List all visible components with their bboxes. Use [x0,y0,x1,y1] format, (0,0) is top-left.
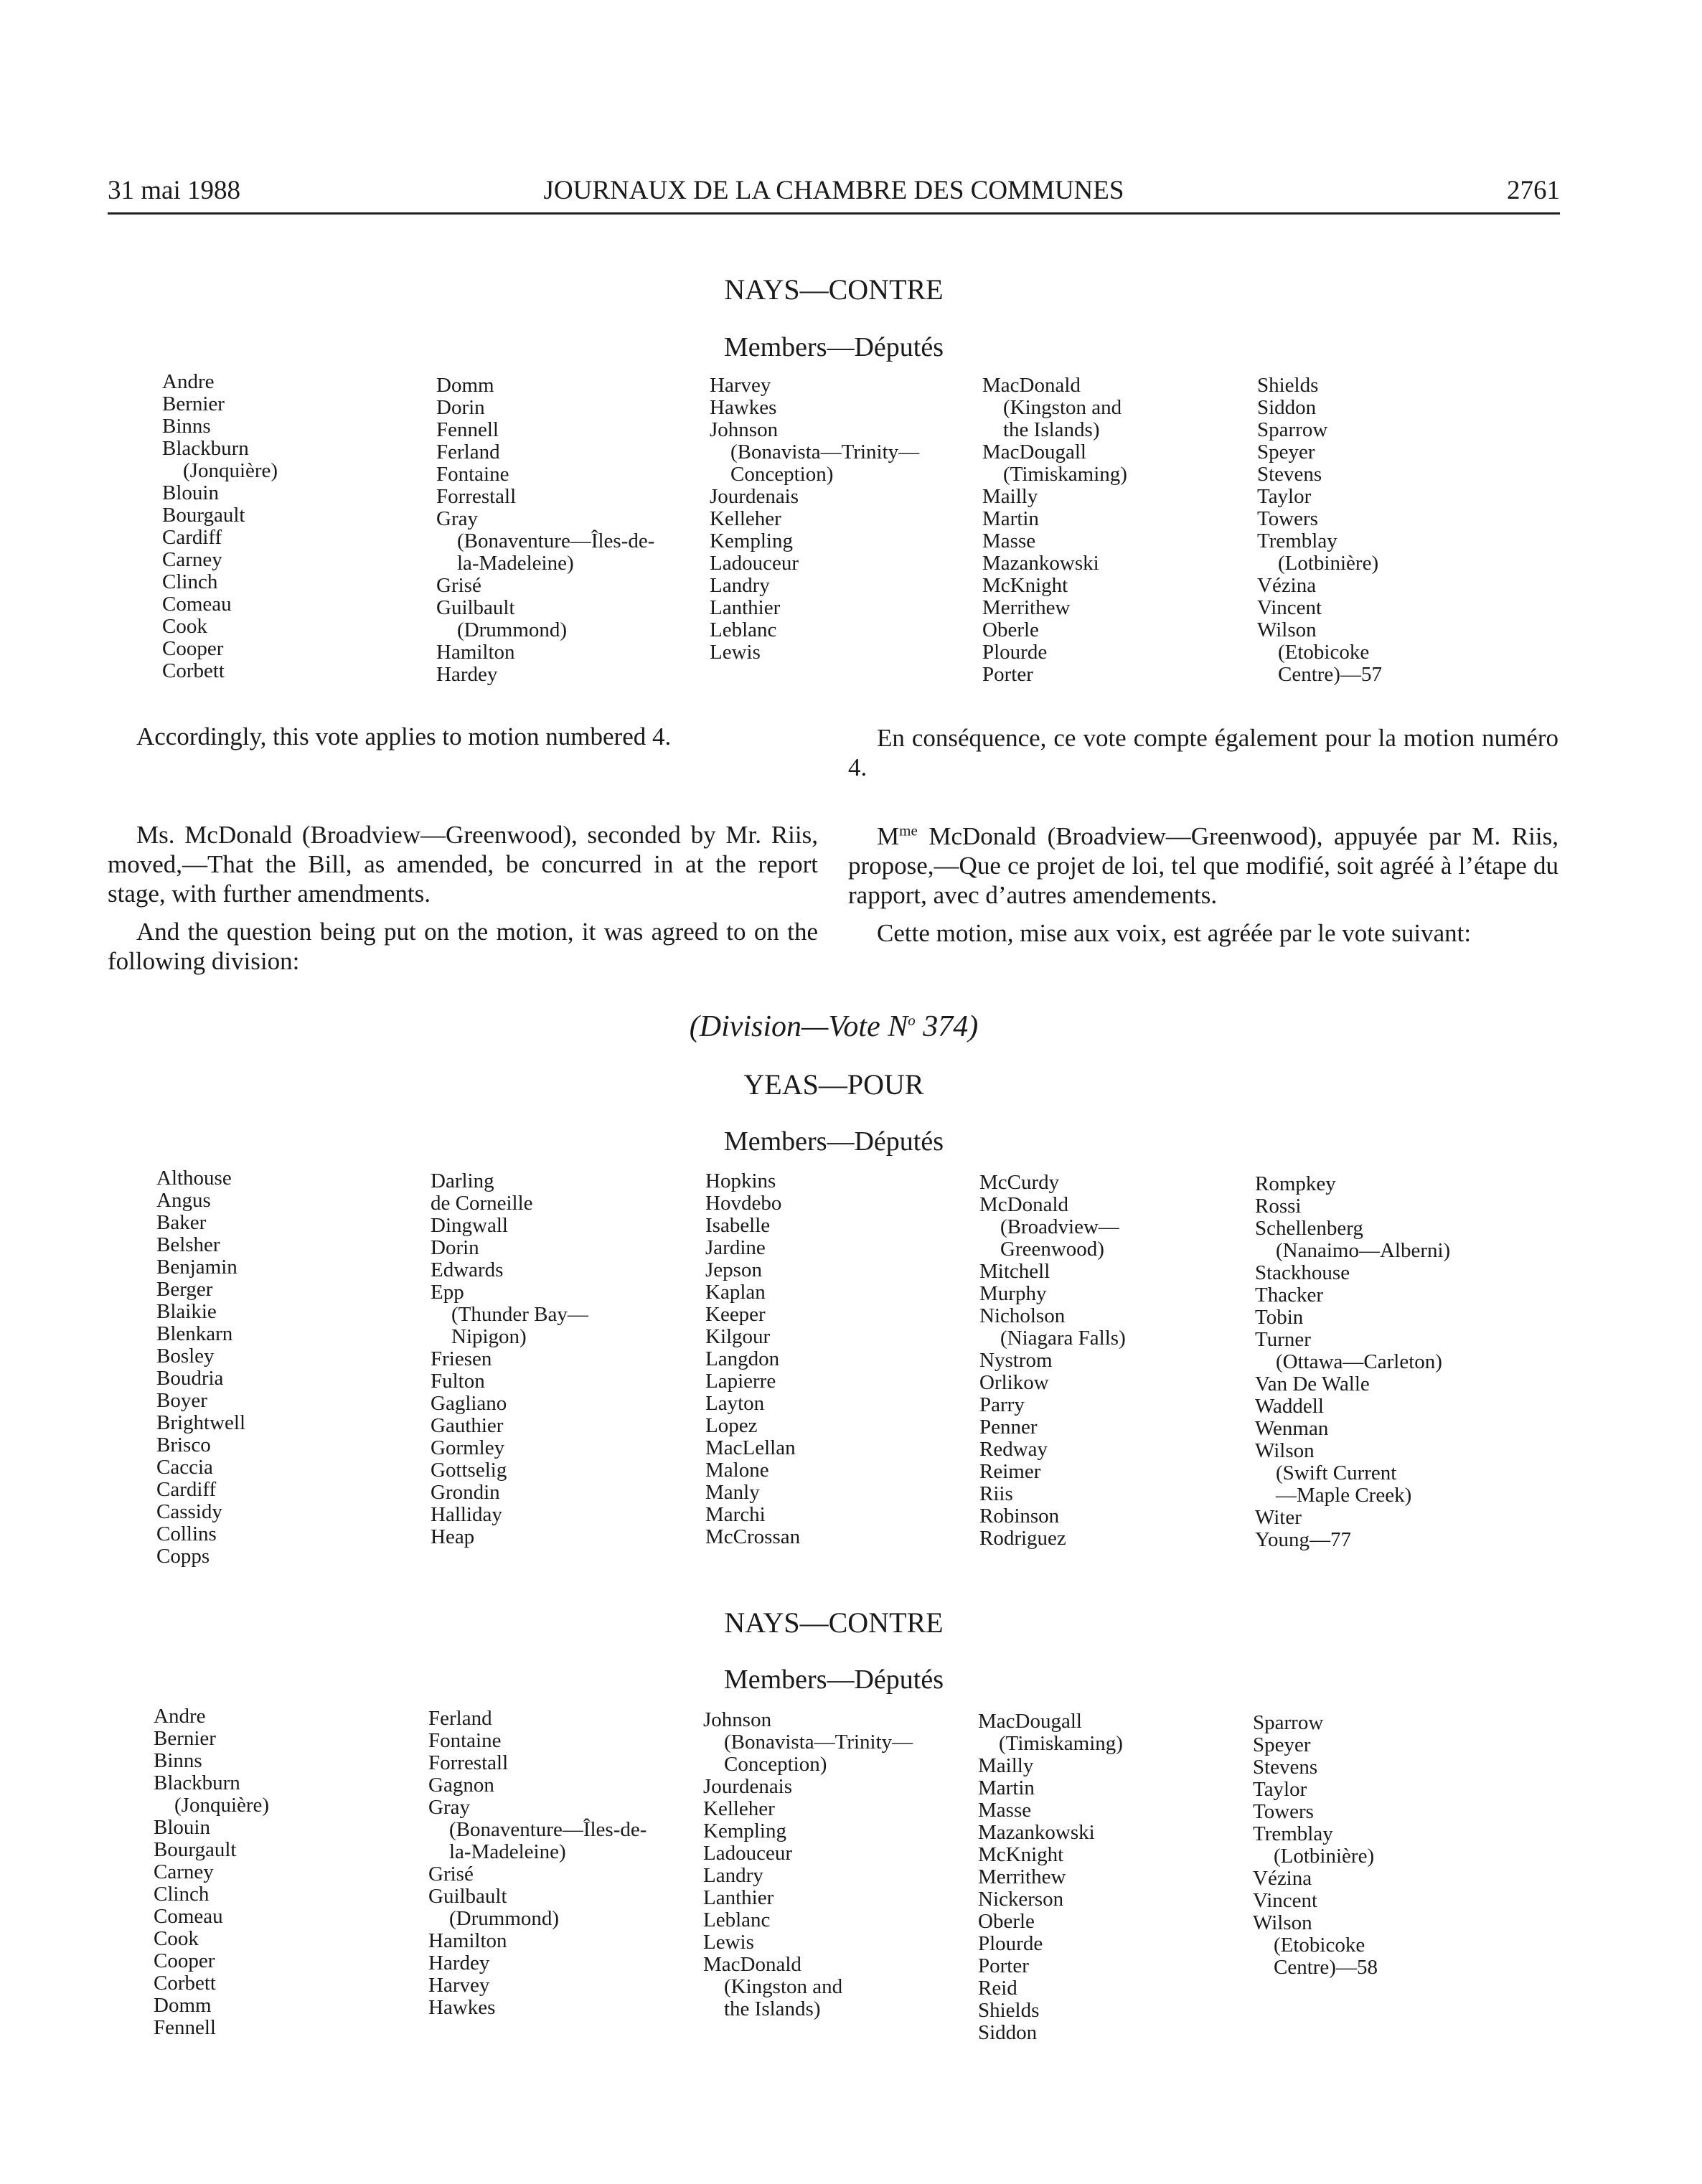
member-name: Benjamin [156,1256,238,1279]
member-name: Lapierre [705,1370,776,1393]
member-name: Mitchell [979,1260,1050,1283]
member-name: (Lotbinière) [1257,552,1379,575]
member-name: Speyer [1257,441,1315,463]
member-name: Domm [436,374,494,397]
member-name: Cook [162,615,207,638]
member-name: Hawkes [710,396,777,419]
division-sup: o [908,1012,916,1029]
motion-en [108,820,818,976]
member-name: Young—77 [1255,1528,1352,1551]
yeas-subheading: Members—Députés [723,1126,944,1157]
member-name: Ferland [436,441,500,463]
member-name: Nicholson [979,1304,1066,1327]
yeas-column-1 [156,1167,245,1568]
member-name: Darling [431,1169,494,1192]
member-name: Mazankowski [978,1821,1095,1844]
member-name: Nipigon) [431,1325,527,1348]
member-name: Orlikow [979,1371,1049,1394]
member-name: Landry [710,574,770,597]
member-name: Edwards [431,1258,504,1281]
member-name: Turner [1255,1328,1311,1351]
member-name: Corbett [162,659,225,682]
member-name: Gauthier [431,1414,504,1437]
member-name: Blackburn [162,437,249,460]
member-name: Leblanc [710,618,777,641]
member-name: de Corneille [431,1192,533,1215]
nays2-column-1 [154,1705,269,2039]
member-name: Martin [978,1776,1035,1799]
member-name: Harvey [428,1974,490,1997]
member-name: Bernier [162,392,225,415]
member-name: Tobin [1255,1306,1304,1329]
member-name: Mailly [982,485,1038,508]
member-name: (Bonavista—Trinity— [703,1731,913,1754]
member-name: Murphy [979,1282,1047,1305]
member-name: Carney [154,1860,214,1883]
member-name: (Etobicoke [1257,641,1370,664]
member-name: Johnson [703,1708,772,1731]
member-name: Rompkey [1255,1172,1336,1195]
member-name: Greenwood) [979,1238,1104,1261]
member-name: Shields [978,1999,1040,2022]
member-name: Lanthier [710,596,781,619]
member-name: Fontaine [436,463,509,486]
member-name: Siddon [1257,396,1317,419]
member-name: Porter [982,663,1033,686]
yeas-column-3 [705,1170,800,1548]
member-name: MacDonald [703,1953,801,1976]
member-name: Malone [705,1459,769,1482]
nays2-subheading: Members—Députés [723,1665,944,1695]
member-name: Baker [156,1211,207,1234]
member-name: la-Madeleine) [428,1840,566,1863]
yeas-heading: YEAS—POUR [743,1068,924,1101]
member-name: Copps [156,1545,210,1568]
member-name: Jourdenais [710,485,799,508]
member-name: Andre [162,370,215,393]
member-name: Masse [982,529,1036,552]
member-name: (Timiskaming) [982,463,1127,486]
member-name: the Islands) [703,1997,821,2020]
member-name: Lopez [705,1414,758,1437]
member-name: Tremblay [1253,1822,1333,1845]
member-name: la-Madeleine) [436,552,574,575]
member-name: Vézina [1257,574,1317,597]
member-name: Dingwall [431,1214,508,1237]
accordingly-en [108,722,818,751]
member-name: Grisé [436,574,481,597]
division-suffix: 374) [915,1010,979,1043]
member-name: (Nanaimo—Alberni) [1255,1239,1451,1262]
member-name: Mazankowski [982,552,1099,575]
member-name: Wilson [1255,1439,1315,1462]
nays1-column-1 [162,371,278,682]
member-name: (Swift Current [1255,1462,1397,1484]
member-name: Epp [431,1281,464,1304]
member-name: Penner [979,1416,1038,1439]
member-name: Jourdenais [703,1775,793,1798]
member-name: Blenkarn [156,1322,233,1345]
motion-fr-body: McDonald (Broadview—Greenwood), appuyée par M. Riis, propose,—Que ce projet de loi, tel que modifié, soit agréé à l’étape du rapport, avec d’autres amendements. [848,822,1558,909]
member-name: Ladouceur [710,552,799,575]
member-name: Lewis [703,1931,754,1954]
member-name: Robinson [979,1505,1060,1528]
member-name: Cooper [162,637,224,660]
member-name: Gagliano [431,1392,507,1415]
member-name: (Jonquière) [154,1794,270,1817]
member-name: Wenman [1255,1417,1329,1440]
member-name: (Bonaventure—Îles-de- [428,1818,647,1841]
accordingly-en-text: Accordingly, this vote applies to motion numbered 4. [136,722,672,750]
member-name: (Niagara Falls) [979,1327,1126,1350]
division-prefix: (Division—Vote N [689,1010,908,1043]
member-name: —Maple Creek) [1255,1484,1412,1507]
yeas-column-2 [431,1170,588,1548]
yeas-column-5 [1255,1173,1450,1551]
member-name: Gray [436,507,478,530]
member-name: Fulton [431,1370,485,1393]
member-name: (Kingston and [703,1975,843,1998]
member-name: Wilson [1253,1911,1312,1934]
member-name: Tremblay [1257,529,1337,552]
member-name: Harvey [710,374,771,397]
member-name: (Thunder Bay— [431,1303,588,1326]
member-name: Jepson [705,1258,762,1281]
member-name: Schellenberg [1255,1217,1363,1240]
question-fr-text: Cette motion, mise aux voix, est agréée par le vote suivant: [877,919,1472,947]
member-name: (Etobicoke [1253,1934,1365,1957]
member-name: Domm [154,1994,212,2017]
member-name: Fennell [154,2016,216,2039]
member-name: Stevens [1257,463,1322,486]
member-name: (Broadview— [979,1215,1119,1238]
member-name: Kempling [710,529,793,552]
member-name: Blaikie [156,1300,217,1323]
member-name: Grondin [431,1481,500,1504]
member-name: Oberle [982,618,1039,641]
member-name: Waddell [1255,1395,1324,1418]
member-name: Bernier [154,1727,216,1750]
member-name: Towers [1257,507,1318,530]
member-name: Friesen [431,1347,492,1370]
header-date: 31 mai 1988 [108,176,240,205]
member-name: Thacker [1255,1284,1323,1307]
member-name: Taylor [1253,1778,1307,1801]
member-name: Conception) [710,463,834,486]
member-name: McDonald [979,1193,1069,1216]
member-name: Althouse [156,1167,232,1190]
member-name: Van De Walle [1255,1373,1370,1395]
member-name: Oberle [978,1910,1035,1933]
member-name: Martin [982,507,1039,530]
motion-en-text: Ms. McDonald (Broadview—Greenwood), seconded by Mr. Riis, moved,—That the Bill, as amended, be concurred in at the report stage, with further amendments. [108,821,818,908]
nays2-column-2 [428,1708,647,2019]
member-name: Riis [979,1482,1013,1505]
header-title: JOURNAUX DE LA CHAMBRE DES COMMUNES [543,176,1124,205]
nays1-column-5 [1257,375,1382,686]
member-name: Centre)—57 [1257,663,1382,686]
member-name: Hardey [428,1952,490,1974]
member-name: Hamilton [428,1929,507,1952]
member-name: Heap [431,1525,475,1548]
member-name: Rodriguez [979,1527,1066,1550]
member-name: Merrithew [978,1865,1066,1888]
member-name: Kempling [703,1820,786,1842]
member-name: Cardiff [162,526,222,549]
member-name: Bourgault [154,1838,237,1861]
member-name: Bosley [156,1345,215,1368]
motion-fr-sup: me [899,822,918,839]
member-name: Kelleher [703,1797,775,1820]
member-name: Landry [703,1864,763,1887]
member-name: Brightwell [156,1411,246,1434]
member-name: Boudria [156,1367,224,1390]
member-name: Nystrom [979,1349,1053,1372]
member-name: MacLellan [705,1436,796,1459]
member-name: (Kingston and [982,396,1122,419]
member-name: Gray [428,1796,470,1819]
member-name: Parry [979,1393,1025,1416]
member-name: Belsher [156,1233,220,1256]
member-name: Vézina [1253,1867,1312,1890]
member-name: Gottselig [431,1459,507,1482]
member-name: Mailly [978,1754,1034,1777]
member-name: Bourgault [162,504,245,527]
member-name: Cardiff [156,1478,217,1501]
member-name: (Drummond) [428,1907,560,1930]
member-name: McCrossan [705,1525,801,1548]
member-name: Plourde [978,1932,1043,1955]
member-name: Langdon [705,1347,780,1370]
member-name: (Drummond) [436,618,568,641]
member-name: Blouin [162,481,219,504]
member-name: Ferland [428,1707,492,1730]
accordingly-fr [848,723,1558,782]
member-name: Blouin [154,1816,210,1839]
member-name: Caccia [156,1456,213,1479]
member-name: Cooper [154,1949,215,1972]
member-name: Towers [1253,1800,1314,1823]
member-name: Brisco [156,1434,211,1456]
member-name: Forrestall [428,1751,509,1774]
member-name: (Lotbinière) [1253,1845,1375,1868]
member-name: Lanthier [703,1886,774,1909]
member-name: Gagnon [428,1774,494,1797]
member-name: MacDonald [982,374,1081,397]
member-name: Dorin [436,396,485,419]
member-name: Jardine [705,1236,766,1259]
member-name: Cassidy [156,1500,222,1523]
member-name: Fennell [436,418,499,441]
nays2-column-3 [703,1709,913,2020]
member-name: Blackburn [154,1771,240,1794]
member-name: Dorin [431,1236,479,1259]
member-name: Merrithew [982,596,1071,619]
page-header [108,171,1560,215]
question-en-text: And the question being put on the motion, it was agreed to on the following division: [108,918,818,975]
member-name: Clinch [154,1883,210,1906]
member-name: Kelleher [710,507,781,530]
member-name: Hovdebo [705,1192,782,1215]
member-name: McCurdy [979,1171,1060,1194]
member-name: Conception) [703,1753,827,1776]
member-name: Vincent [1253,1889,1318,1912]
division-title [108,1008,1560,1045]
member-name: Hardey [436,663,498,686]
member-name: (Jonquière) [162,459,278,482]
page-number: 2761 [1507,176,1560,205]
nays2-column-5 [1253,1712,1378,1979]
member-name: McKnight [978,1843,1064,1866]
member-name: Lewis [710,641,761,664]
nays1-column-2 [436,375,654,686]
member-name: Halliday [431,1503,502,1526]
member-name: Stevens [1253,1756,1318,1779]
member-name: Comeau [154,1905,223,1928]
motion-fr-text [848,822,1558,910]
member-name: Nickerson [978,1888,1064,1911]
member-name: McKnight [982,574,1068,597]
member-name: Hawkes [428,1996,496,2019]
motion-fr [848,822,1558,948]
member-name: Ladouceur [703,1842,792,1865]
member-name: Forrestall [436,485,517,508]
member-name: Manly [705,1481,760,1504]
yeas-column-4 [979,1172,1126,1550]
member-name: Kilgour [705,1325,771,1348]
member-name: Shields [1257,374,1319,397]
nays1-column-3 [710,375,919,664]
member-name: Corbett [154,1972,216,1995]
member-name: the Islands) [982,418,1100,441]
member-name: Clinch [162,570,218,593]
member-name: Andre [154,1705,206,1728]
member-name: Leblanc [703,1908,771,1931]
member-name: MacDougall [978,1710,1082,1733]
nays2-heading: NAYS—CONTRE [724,1606,944,1639]
member-name: Binns [154,1749,202,1772]
member-name: Stackhouse [1255,1261,1350,1284]
member-name: Fontaine [428,1729,502,1752]
member-name: (Ottawa—Carleton) [1255,1350,1442,1373]
member-name: Centre)—58 [1253,1956,1378,1979]
member-name: Guilbault [436,596,515,619]
member-name: Guilbault [428,1885,507,1908]
member-name: Gormley [431,1436,505,1459]
member-name: Johnson [710,418,779,441]
member-name: (Bonavista—Trinity— [710,441,920,463]
member-name: Marchi [705,1503,766,1526]
member-name: Masse [978,1799,1032,1822]
member-name: Wilson [1257,618,1317,641]
member-name: Carney [162,548,222,571]
member-name: Layton [705,1392,765,1415]
accordingly-fr-text: En conséquence, ce vote compte également pour la motion numéro 4. [848,724,1558,781]
member-name: Reid [978,1977,1017,2000]
member-name: Collins [156,1522,217,1545]
member-name: Angus [156,1189,211,1212]
member-name: Witer [1255,1506,1302,1529]
member-name: (Timiskaming) [978,1732,1123,1755]
member-name: Hopkins [705,1169,776,1192]
member-name: (Bonaventure—Îles-de- [436,529,655,552]
member-name: Porter [978,1954,1029,1977]
member-name: Siddon [978,2021,1038,2044]
nays-subheading: Members—Députés [723,332,944,362]
member-name: Redway [979,1438,1048,1461]
member-name: Boyer [156,1389,207,1412]
member-name: Isabelle [705,1214,771,1237]
member-name: Reimer [979,1460,1041,1483]
member-name: Berger [156,1278,213,1301]
member-name: Taylor [1257,485,1312,508]
member-name: Cook [154,1927,199,1950]
nays1-column-4 [982,375,1127,686]
member-name: MacDougall [982,441,1086,463]
member-name: Keeper [705,1303,766,1326]
nays2-column-4 [978,1710,1123,2044]
member-name: Sparrow [1253,1711,1324,1734]
member-name: Vincent [1257,596,1322,619]
member-name: Sparrow [1257,418,1328,441]
member-name: Comeau [162,593,232,616]
member-name: Rossi [1255,1195,1302,1218]
member-name: Binns [162,415,211,438]
member-name: Plourde [982,641,1048,664]
motion-fr-prefix: M [877,822,900,850]
nays-heading: NAYS—CONTRE [724,273,944,306]
member-name: Hamilton [436,641,515,664]
member-name: Speyer [1253,1733,1311,1756]
member-name: Kaplan [705,1281,766,1304]
member-name: Grisé [428,1863,474,1886]
